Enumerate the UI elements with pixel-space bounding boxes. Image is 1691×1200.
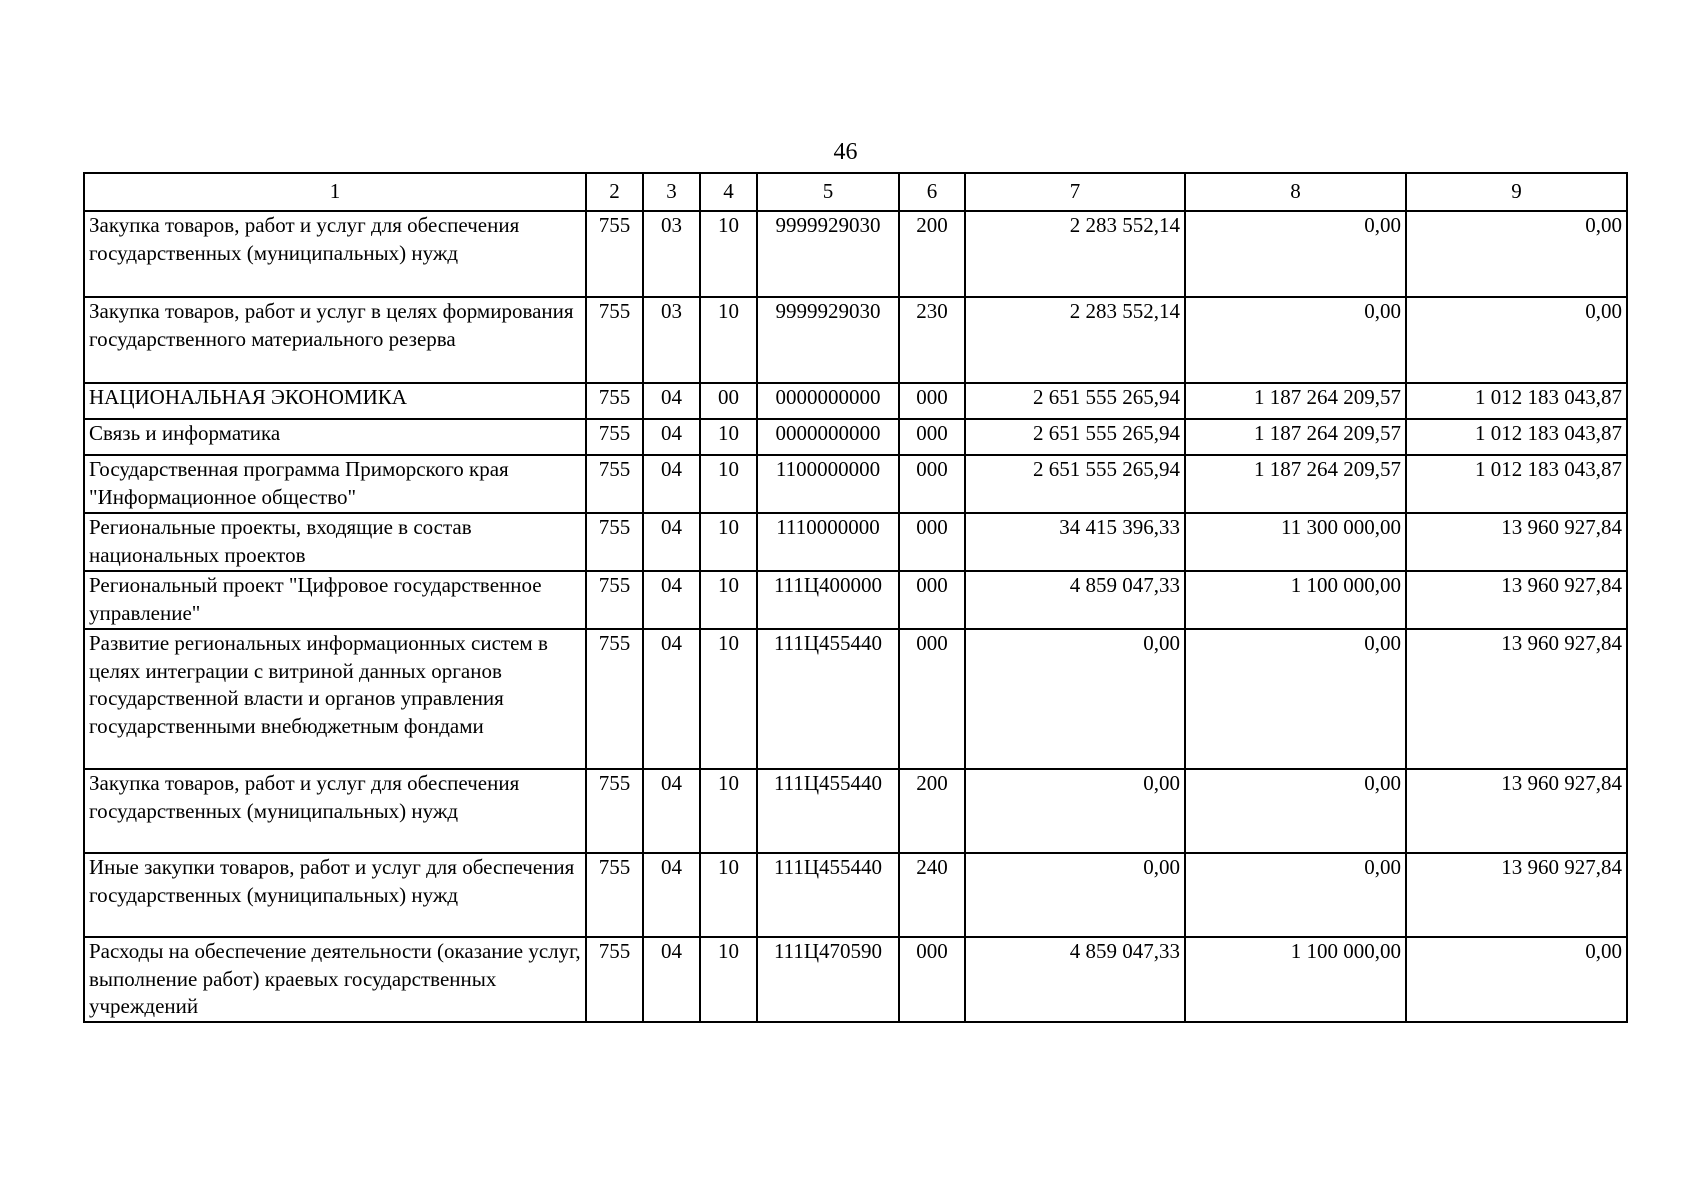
- table-row: [84, 211, 1627, 297]
- cell-code-6: 000: [899, 383, 965, 419]
- cell-amount-9: 1 012 183 043,87: [1406, 383, 1627, 419]
- cell-amount-9: 13 960 927,84: [1406, 513, 1627, 571]
- cell-amount-9: 13 960 927,84: [1406, 629, 1627, 769]
- cell-code-6: 000: [899, 455, 965, 513]
- cell-amount-7: 2 651 555 265,94: [965, 419, 1185, 455]
- cell-code-2: 755: [586, 455, 643, 513]
- cell-code-2: 755: [586, 629, 643, 769]
- cell-amount-7: 2 283 552,14: [965, 211, 1185, 297]
- cell-code-5: 111Ц455440: [757, 853, 899, 937]
- cell-amount-9: 13 960 927,84: [1406, 853, 1627, 937]
- row-name: Закупка товаров, работ и услуг для обеспечения государственных (муниципальных) нужд: [84, 211, 586, 297]
- row-name: Развитие региональных информационных систем в целях интеграции с витриной данных органов государственной власти и органов управления государственными внебюджетным фондами: [84, 629, 586, 769]
- cell-code-6: 000: [899, 937, 965, 1022]
- cell-code-3: 04: [643, 629, 700, 769]
- cell-code-4: 10: [700, 937, 757, 1022]
- cell-code-5: 1100000000: [757, 455, 899, 513]
- table-row: [84, 383, 1627, 419]
- cell-amount-7: 2 651 555 265,94: [965, 383, 1185, 419]
- cell-code-5: 0000000000: [757, 419, 899, 455]
- cell-code-4: 10: [700, 853, 757, 937]
- cell-code-5: 0000000000: [757, 383, 899, 419]
- cell-amount-7: 0,00: [965, 853, 1185, 937]
- table-row: [84, 629, 1627, 769]
- cell-code-4: 10: [700, 211, 757, 297]
- cell-code-2: 755: [586, 571, 643, 629]
- cell-amount-8: 1 187 264 209,57: [1185, 383, 1406, 419]
- cell-code-6: 000: [899, 629, 965, 769]
- cell-code-6: 000: [899, 419, 965, 455]
- row-name: Иные закупки товаров, работ и услуг для обеспечения государственных (муниципальных) нужд: [84, 853, 586, 937]
- row-name: Региональный проект "Цифровое государственное управление": [84, 571, 586, 629]
- row-name: Расходы на обеспечение деятельности (оказание услуг, выполнение работ) краевых государственных учреждений: [84, 937, 586, 1022]
- cell-code-5: 9999929030: [757, 297, 899, 383]
- col-header: 2: [586, 173, 643, 211]
- cell-code-4: 10: [700, 571, 757, 629]
- cell-code-2: 755: [586, 419, 643, 455]
- cell-amount-9: 13 960 927,84: [1406, 571, 1627, 629]
- cell-amount-9: 0,00: [1406, 937, 1627, 1022]
- col-header: 7: [965, 173, 1185, 211]
- cell-amount-8: 0,00: [1185, 629, 1406, 769]
- cell-amount-9: 1 012 183 043,87: [1406, 419, 1627, 455]
- table-row: [84, 419, 1627, 455]
- cell-code-3: 04: [643, 383, 700, 419]
- col-header: 5: [757, 173, 899, 211]
- cell-code-5: 111Ц400000: [757, 571, 899, 629]
- cell-amount-9: 13 960 927,84: [1406, 769, 1627, 853]
- cell-code-5: 9999929030: [757, 211, 899, 297]
- cell-code-2: 755: [586, 383, 643, 419]
- cell-code-6: 000: [899, 513, 965, 571]
- row-name: Связь и информатика: [84, 419, 586, 455]
- cell-code-3: 04: [643, 455, 700, 513]
- cell-code-3: 04: [643, 769, 700, 853]
- cell-code-2: 755: [586, 211, 643, 297]
- row-name: НАЦИОНАЛЬНАЯ ЭКОНОМИКА: [84, 383, 586, 419]
- page-number: 46: [833, 139, 858, 165]
- col-header: 3: [643, 173, 700, 211]
- cell-code-2: 755: [586, 513, 643, 571]
- col-header: 6: [899, 173, 965, 211]
- table-row: [84, 297, 1627, 383]
- cell-amount-7: 2 651 555 265,94: [965, 455, 1185, 513]
- table-row: [84, 571, 1627, 629]
- col-header: 1: [84, 173, 586, 211]
- cell-amount-7: 34 415 396,33: [965, 513, 1185, 571]
- table-row: [84, 455, 1627, 513]
- cell-code-4: 10: [700, 455, 757, 513]
- table-row: [84, 513, 1627, 571]
- cell-code-4: 00: [700, 383, 757, 419]
- cell-amount-9: 0,00: [1406, 297, 1627, 383]
- table-row: [84, 853, 1627, 937]
- cell-code-5: 1110000000: [757, 513, 899, 571]
- row-name: Региональные проекты, входящие в состав национальных проектов: [84, 513, 586, 571]
- col-header: 8: [1185, 173, 1406, 211]
- cell-amount-8: 1 100 000,00: [1185, 571, 1406, 629]
- cell-code-2: 755: [586, 769, 643, 853]
- cell-code-5: 111Ц455440: [757, 769, 899, 853]
- cell-amount-9: 1 012 183 043,87: [1406, 455, 1627, 513]
- table-row: [84, 937, 1627, 1022]
- row-name: Закупка товаров, работ и услуг для обеспечения государственных (муниципальных) нужд: [84, 769, 586, 853]
- cell-code-4: 10: [700, 297, 757, 383]
- cell-code-4: 10: [700, 513, 757, 571]
- cell-code-4: 10: [700, 419, 757, 455]
- cell-amount-8: 0,00: [1185, 211, 1406, 297]
- cell-code-3: 03: [643, 297, 700, 383]
- cell-amount-7: 0,00: [965, 769, 1185, 853]
- cell-amount-8: 0,00: [1185, 297, 1406, 383]
- table-row: [84, 769, 1627, 853]
- col-header: 4: [700, 173, 757, 211]
- cell-amount-7: 4 859 047,33: [965, 571, 1185, 629]
- row-name: Закупка товаров, работ и услуг в целях формирования государственного материального резерва: [84, 297, 586, 383]
- col-header: 9: [1406, 173, 1627, 211]
- cell-code-2: 755: [586, 937, 643, 1022]
- cell-amount-7: 2 283 552,14: [965, 297, 1185, 383]
- cell-code-3: 04: [643, 513, 700, 571]
- cell-code-5: 111Ц455440: [757, 629, 899, 769]
- cell-code-3: 04: [643, 937, 700, 1022]
- cell-code-6: 200: [899, 769, 965, 853]
- cell-amount-7: 0,00: [965, 629, 1185, 769]
- cell-amount-7: 4 859 047,33: [965, 937, 1185, 1022]
- cell-code-4: 10: [700, 769, 757, 853]
- cell-code-3: 04: [643, 419, 700, 455]
- cell-code-3: 03: [643, 211, 700, 297]
- cell-code-3: 04: [643, 571, 700, 629]
- cell-code-2: 755: [586, 297, 643, 383]
- cell-code-3: 04: [643, 853, 700, 937]
- cell-amount-8: 1 100 000,00: [1185, 937, 1406, 1022]
- cell-code-5: 111Ц470590: [757, 937, 899, 1022]
- cell-code-6: 230: [899, 297, 965, 383]
- header-row: [84, 173, 1627, 211]
- cell-amount-8: 11 300 000,00: [1185, 513, 1406, 571]
- cell-amount-8: 1 187 264 209,57: [1185, 419, 1406, 455]
- cell-amount-8: 0,00: [1185, 769, 1406, 853]
- cell-amount-9: 0,00: [1406, 211, 1627, 297]
- cell-amount-8: 0,00: [1185, 853, 1406, 937]
- cell-amount-8: 1 187 264 209,57: [1185, 455, 1406, 513]
- cell-code-4: 10: [700, 629, 757, 769]
- row-name: Государственная программа Приморского края "Информационное общество": [84, 455, 586, 513]
- budget-table: [83, 172, 1628, 1023]
- cell-code-6: 200: [899, 211, 965, 297]
- cell-code-6: 000: [899, 571, 965, 629]
- cell-code-2: 755: [586, 853, 643, 937]
- cell-code-6: 240: [899, 853, 965, 937]
